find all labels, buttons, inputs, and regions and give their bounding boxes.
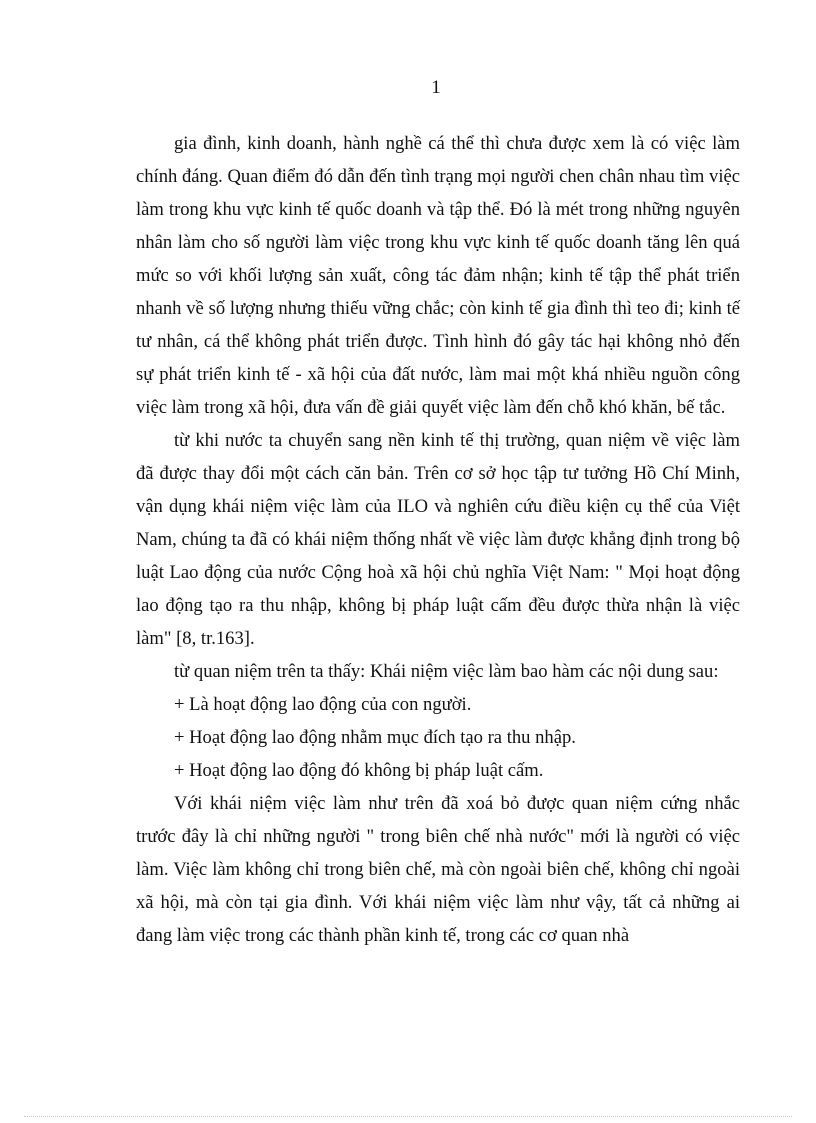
paragraph-concept-intro: từ quan niệm trên ta thấy: Khái niệm việc làm bao hàm các nội dung sau: [174, 661, 719, 682]
page-bottom-divider [24, 1116, 792, 1117]
document-body [136, 127, 740, 952]
list-item: + Hoạt động lao động đó không bị pháp luật cấm. [174, 760, 544, 781]
paragraph-employment-history: gia đình, kinh doanh, hành nghề cá thể thì chưa được xem là có việc làm chính đáng. Quan điểm đó dẫn đến tình trạng mọi người chen chân nhau tìm việc làm trong khu vực kinh tế quốc doanh và tập thể. Đó là mét trong những nguyên nhân làm cho số người làm việc trong khu vực kinh tế quốc doanh tăng lên quá mức so với khối lượng sản xuất, công tác đảm nhận; kinh tế tập thể phát triển nhanh về số lượng nhưng thiếu vững chắc; còn kinh tế gia đình thì teo đi; kinh tế tư nhân, cá thể không phát triển được. Tình hình đó gây tác hại không nhỏ đến sự phát triển kinh tế - xã hội của đất nước, làm mai một khá nhiều nguồn công việc làm trong xã hội, đưa vấn đề giải quyết việc làm đến chỗ khó khăn, bế tắc. [136, 133, 740, 418]
page-number: 1 [431, 77, 441, 98]
paragraph-closing: Với khái niệm việc làm như trên đã xoá bỏ được quan niệm cứng nhắc trước đây là chỉ những người " trong biên chế nhà nước" mới là người có việc làm. Việc làm không chỉ trong biên chế, mà còn ngoài biên chế, không chỉ ngoài xã hội, mà còn tại gia đình. Với khái niệm việc làm như vậy, tất cả những ai đang làm việc trong các thành phần kinh tế, trong các cơ quan nhà [136, 793, 740, 946]
list-item: + Là hoạt động lao động của con người. [174, 694, 472, 715]
paragraph-market-economy: từ khi nước ta chuyển sang nền kinh tế thị trường, quan niệm về việc làm đã được thay đổi một cách căn bản. Trên cơ sở học tập tư tưởng Hồ Chí Minh, vận dụng khái niệm việc làm của ILO và nghiên cứu điều kiện cụ thể của Việt Nam, chúng ta đã có khái niệm thống nhất về việc làm được khẳng định trong bộ luật Lao động của nước Cộng hoà xã hội chủ nghĩa Việt Nam: " Mọi hoạt động lao động tạo ra thu nhập, không bị pháp luật cấm đều được thừa nhận là việc làm" [8, tr.163]. [136, 430, 740, 649]
list-item: + Hoạt động lao động nhằm mục đích tạo ra thu nhập. [174, 727, 576, 748]
